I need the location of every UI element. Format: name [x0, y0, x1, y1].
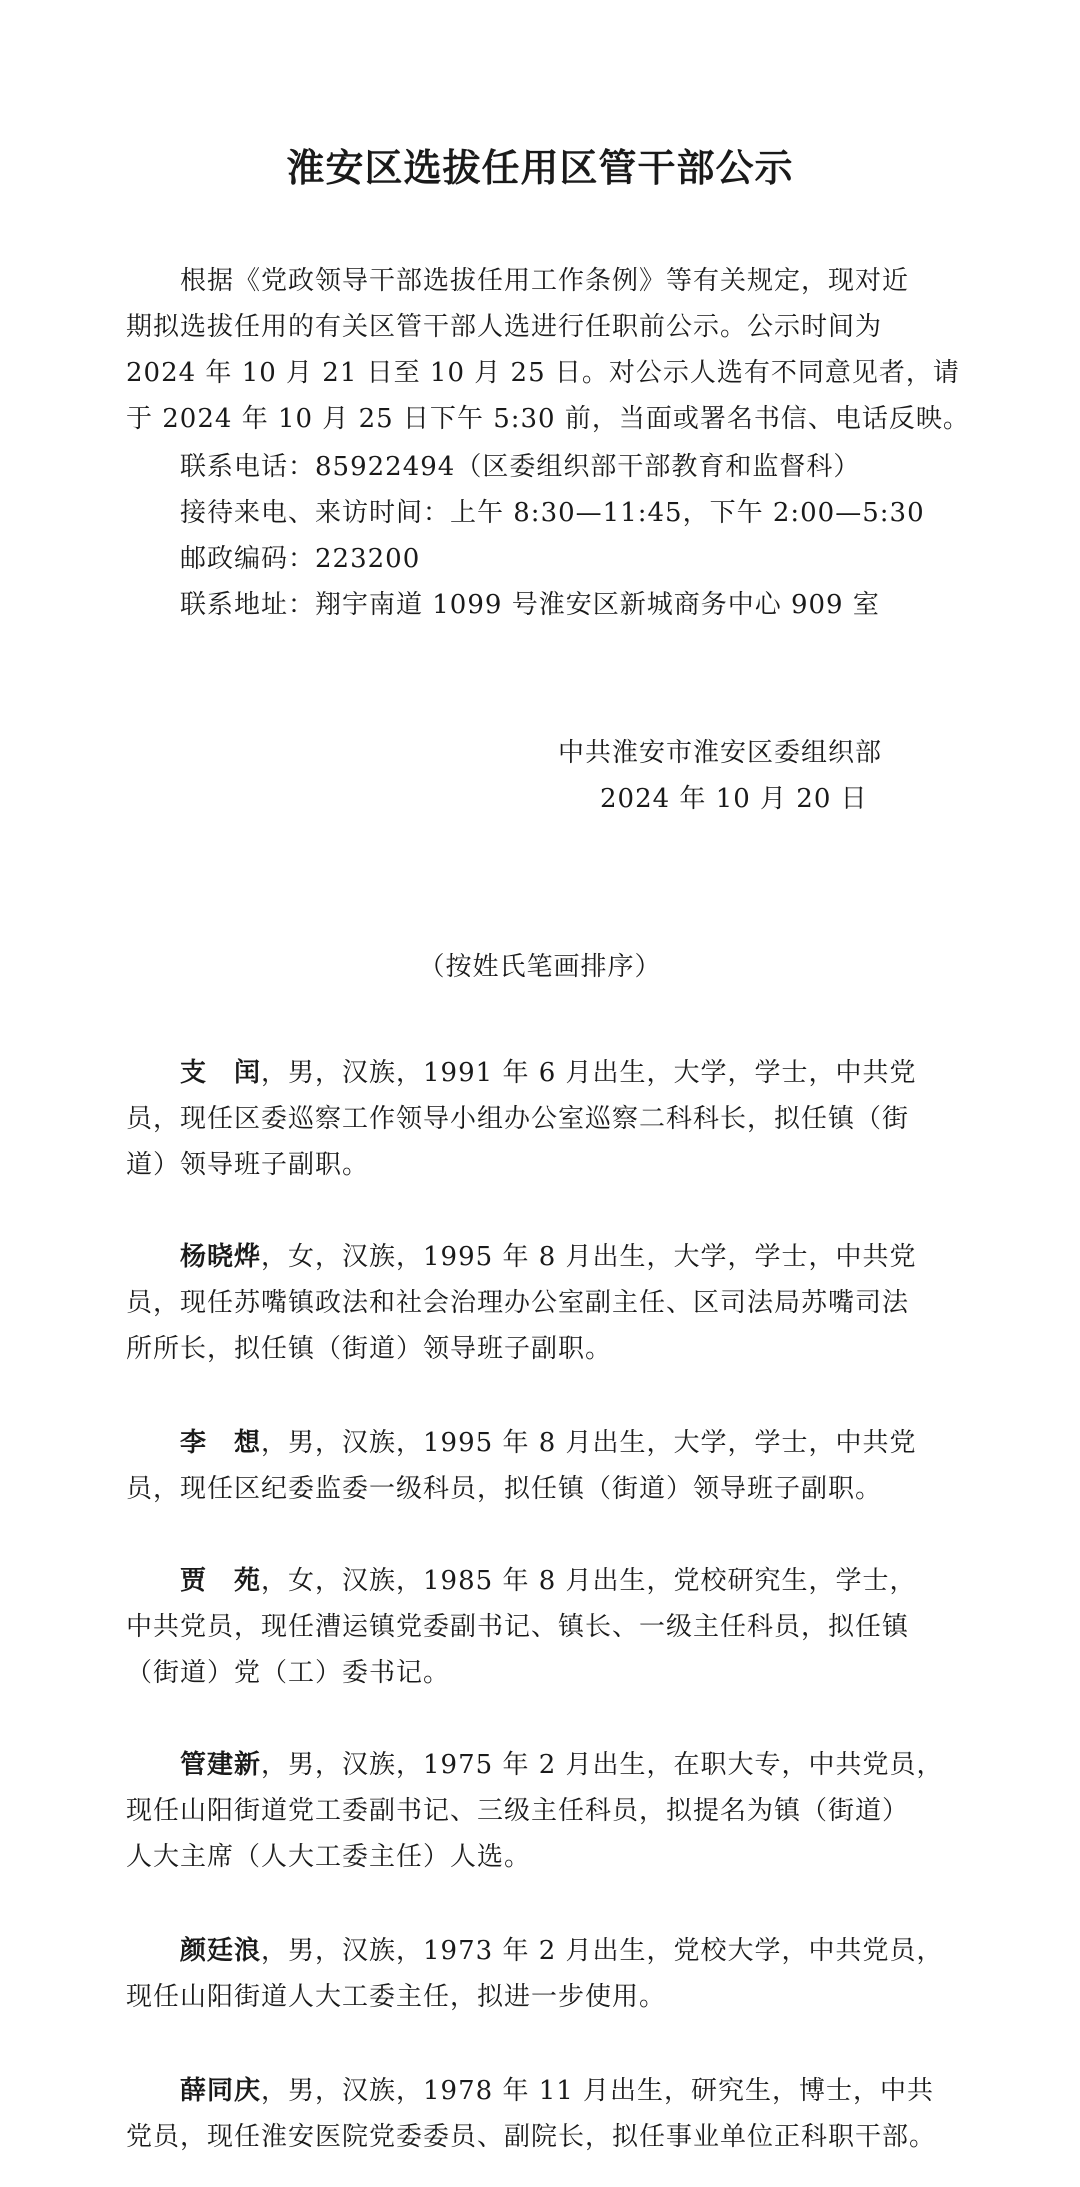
candidate-text: ，男，汉族，1991 年 6 月出生，大学，学士，中共党 — [261, 1058, 917, 1088]
intro-line: 根据《党政领导干部选拔任用工作条例》等有关规定，现对近 — [180, 266, 910, 296]
signature-org: 中共淮安市淮安区委组织部 — [558, 738, 883, 768]
candidate-name: 薛同庆 — [180, 2076, 262, 2106]
candidate-line: 人大主席（人大工委主任）人选。 — [126, 1842, 532, 1872]
candidate-line: 现任山阳街道党工委副书记、三级主任科员，拟提名为镇（街道） — [126, 1796, 910, 1826]
candidate-name: 支 闰 — [180, 1058, 262, 1088]
contact-hours: 接待来电、来访时间：上午 8:30—11:45，下午 2:00—5:30 — [180, 498, 925, 528]
candidate-line: 员，现任区纪委监委一级科员，拟任镇（街道）领导班子副职。 — [126, 1474, 883, 1504]
document-title: 淮安区选拔任用区管干部公示 — [286, 145, 794, 190]
candidate-line-first — [180, 1050, 917, 1096]
candidate-line-first — [180, 1928, 944, 1974]
contact-address: 联系地址：翔宇南道 1099 号淮安区新城商务中心 909 室 — [180, 590, 880, 620]
candidate-name: 管建新 — [180, 1750, 262, 1780]
candidate-line: 党员，现任淮安医院党委委员、副院长，拟任事业单位正科职干部。 — [126, 2122, 937, 2152]
intro-line: 于 2024 年 10 月 25 日下午 5:30 前，当面或署名书信、电话反映。 — [126, 404, 970, 434]
candidate-line-first — [180, 1234, 917, 1280]
candidate-text: ，女，汉族，1985 年 8 月出生，党校研究生，学士， — [261, 1566, 917, 1596]
candidate-line: 所所长，拟任镇（街道）领导班子副职。 — [126, 1334, 613, 1364]
candidate-line: 道）领导班子副职。 — [126, 1150, 370, 1180]
candidate-line-first — [180, 1420, 917, 1466]
candidate-name: 贾 苑 — [180, 1566, 262, 1596]
candidate-name: 杨晓烨 — [180, 1242, 262, 1272]
signature-date: 2024 年 10 月 20 日 — [600, 784, 868, 814]
candidate-line: 现任山阳街道人大工委主任，拟进一步使用。 — [126, 1982, 667, 2012]
candidate-name: 李 想 — [180, 1428, 262, 1458]
candidate-text: ，男，汉族，1978 年 11 月出生，研究生，博士，中共 — [261, 2076, 935, 2106]
candidate-line-first — [180, 1742, 944, 1788]
candidate-line-first — [180, 1558, 917, 1604]
intro-line: 期拟选拔任用的有关区管干部人选进行任职前公示。公示时间为 — [126, 312, 883, 342]
candidate-line: 中共党员，现任漕运镇党委副书记、镇长、一级主任科员，拟任镇 — [126, 1612, 910, 1642]
candidate-text: ，男，汉族，1975 年 2 月出生，在职大专，中共党员， — [261, 1750, 944, 1780]
candidate-text: ，男，汉族，1973 年 2 月出生，党校大学，中共党员， — [261, 1936, 944, 1966]
candidate-line: 员，现任苏嘴镇政法和社会治理办公室副主任、区司法局苏嘴司法 — [126, 1288, 910, 1318]
candidate-text: ，男，汉族，1995 年 8 月出生，大学，学士，中共党 — [261, 1428, 917, 1458]
candidate-line: （街道）党（工）委书记。 — [126, 1658, 451, 1688]
sort-note: （按姓氏笔画排序） — [418, 952, 662, 982]
candidate-line-first — [180, 2068, 934, 2114]
candidate-text: ，女，汉族，1995 年 8 月出生，大学，学士，中共党 — [261, 1242, 917, 1272]
contact-phone: 联系电话：85922494（区委组织部干部教育和监督科） — [180, 452, 861, 482]
contact-postcode: 邮政编码：223200 — [180, 544, 421, 574]
intro-line: 2024 年 10 月 21 日至 10 月 25 日。对公示人选有不同意见者，请 — [126, 358, 960, 388]
candidate-name: 颜廷浪 — [180, 1936, 262, 1966]
candidate-line: 员，现任区委巡察工作领导小组办公室巡察二科科长，拟任镇（街 — [126, 1104, 910, 1134]
